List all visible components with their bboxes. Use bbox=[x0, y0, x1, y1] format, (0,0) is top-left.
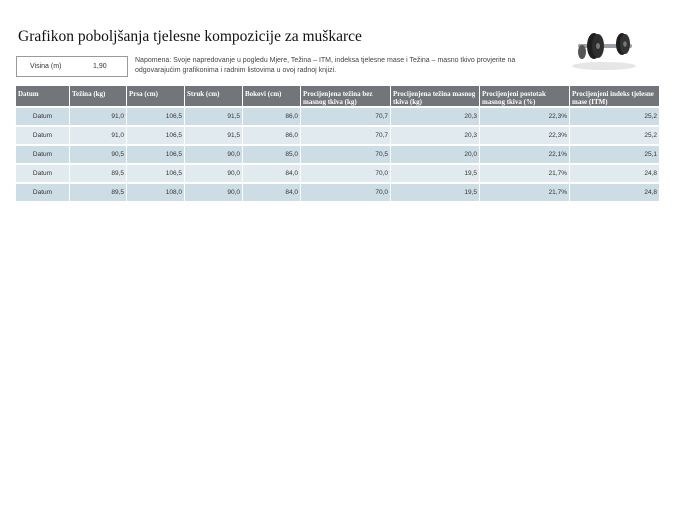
table-cell[interactable]: 106,5 bbox=[127, 163, 185, 182]
table-cell[interactable]: 22,3% bbox=[480, 106, 570, 125]
table-cell[interactable]: 21,7% bbox=[480, 182, 570, 201]
table-header-row bbox=[16, 86, 659, 106]
table-cell[interactable]: 70,0 bbox=[301, 163, 391, 182]
measurements-table bbox=[16, 86, 659, 201]
page-title: Grafikon poboljšanja tjelesne kompozicije za muškarce bbox=[18, 28, 362, 45]
table-cell[interactable]: 86,0 bbox=[243, 125, 301, 144]
table-cell[interactable]: 106,5 bbox=[127, 144, 185, 163]
table-cell[interactable]: 24,8 bbox=[570, 182, 659, 201]
col-header[interactable]: Bokovi (cm) bbox=[243, 86, 301, 106]
height-input-box[interactable] bbox=[16, 56, 128, 77]
col-header[interactable]: Struk (cm) bbox=[185, 86, 243, 106]
table-cell[interactable]: Datum bbox=[16, 182, 70, 201]
dumbbell-icon bbox=[568, 22, 640, 72]
table-cell[interactable]: 90,0 bbox=[185, 163, 243, 182]
table-cell[interactable]: Datum bbox=[16, 125, 70, 144]
table-cell[interactable]: Datum bbox=[16, 163, 70, 182]
table-cell[interactable]: 89,5 bbox=[70, 163, 127, 182]
table-cell[interactable]: 106,5 bbox=[127, 125, 185, 144]
table-cell[interactable]: 108,0 bbox=[127, 182, 185, 201]
table-cell[interactable]: 91,5 bbox=[185, 106, 243, 125]
table-cell[interactable]: 70,0 bbox=[301, 182, 391, 201]
col-header[interactable]: Težina (kg) bbox=[70, 86, 127, 106]
table-cell[interactable]: Datum bbox=[16, 144, 70, 163]
table-cell[interactable]: 91,0 bbox=[70, 106, 127, 125]
col-header[interactable]: Datum bbox=[16, 86, 70, 106]
table-cell[interactable]: 19,5 bbox=[391, 182, 480, 201]
col-header[interactable]: Procijenjeni postotak masnog tkiva (%) bbox=[480, 86, 570, 106]
table-cell[interactable]: 22,3% bbox=[480, 125, 570, 144]
table-cell[interactable]: 25,2 bbox=[570, 125, 659, 144]
table-cell[interactable]: 70,7 bbox=[301, 106, 391, 125]
table-cell[interactable]: 90,0 bbox=[185, 182, 243, 201]
table-cell[interactable]: 19,5 bbox=[391, 163, 480, 182]
table-cell[interactable]: 89,5 bbox=[70, 182, 127, 201]
height-label: Visina (m) bbox=[30, 63, 62, 70]
table-row bbox=[16, 182, 659, 201]
table-cell[interactable]: 25,2 bbox=[570, 106, 659, 125]
table-row bbox=[16, 106, 659, 125]
table-cell[interactable]: 24,8 bbox=[570, 163, 659, 182]
table-cell[interactable]: 21,7% bbox=[480, 163, 570, 182]
col-header[interactable]: Prsa (cm) bbox=[127, 86, 185, 106]
table-row bbox=[16, 144, 659, 163]
table-cell[interactable]: 90,0 bbox=[185, 144, 243, 163]
table-row bbox=[16, 163, 659, 182]
table-cell[interactable]: 70,7 bbox=[301, 125, 391, 144]
col-header[interactable]: Procijenjeni indeks tjelesne mase (ITM) bbox=[570, 86, 659, 106]
table-cell[interactable]: 70,5 bbox=[301, 144, 391, 163]
table-cell[interactable]: 106,5 bbox=[127, 106, 185, 125]
table-cell[interactable]: 20,3 bbox=[391, 125, 480, 144]
table-row bbox=[16, 125, 659, 144]
table-cell[interactable]: 84,0 bbox=[243, 163, 301, 182]
note-text: Napomena: Svoje napredovanje u pogledu Mjere, Težina – ITM, indeksa tjelesne mase i Težina – masno tkivo provjerite na odgovarajućim grafikonima i radnim listovima u ovoj radnoj knjizi. bbox=[135, 57, 516, 74]
table-cell[interactable]: 91,0 bbox=[70, 125, 127, 144]
table-cell[interactable]: 25,1 bbox=[570, 144, 659, 163]
height-value[interactable]: 1,90 bbox=[93, 63, 107, 70]
table-cell[interactable]: 84,0 bbox=[243, 182, 301, 201]
col-header[interactable]: Procijenjena težina bez masnog tkiva (kg) bbox=[301, 86, 391, 106]
table-cell[interactable]: 85,0 bbox=[243, 144, 301, 163]
table-cell[interactable]: 22,1% bbox=[480, 144, 570, 163]
table-cell[interactable]: Datum bbox=[16, 106, 70, 125]
table-cell[interactable]: 20,3 bbox=[391, 106, 480, 125]
col-header[interactable]: Procijenjena težina masnog tkiva (kg) bbox=[391, 86, 480, 106]
table-cell[interactable]: 90,5 bbox=[70, 144, 127, 163]
table-cell[interactable]: 86,0 bbox=[243, 106, 301, 125]
table-cell[interactable]: 91,5 bbox=[185, 125, 243, 144]
table-cell[interactable]: 20,0 bbox=[391, 144, 480, 163]
